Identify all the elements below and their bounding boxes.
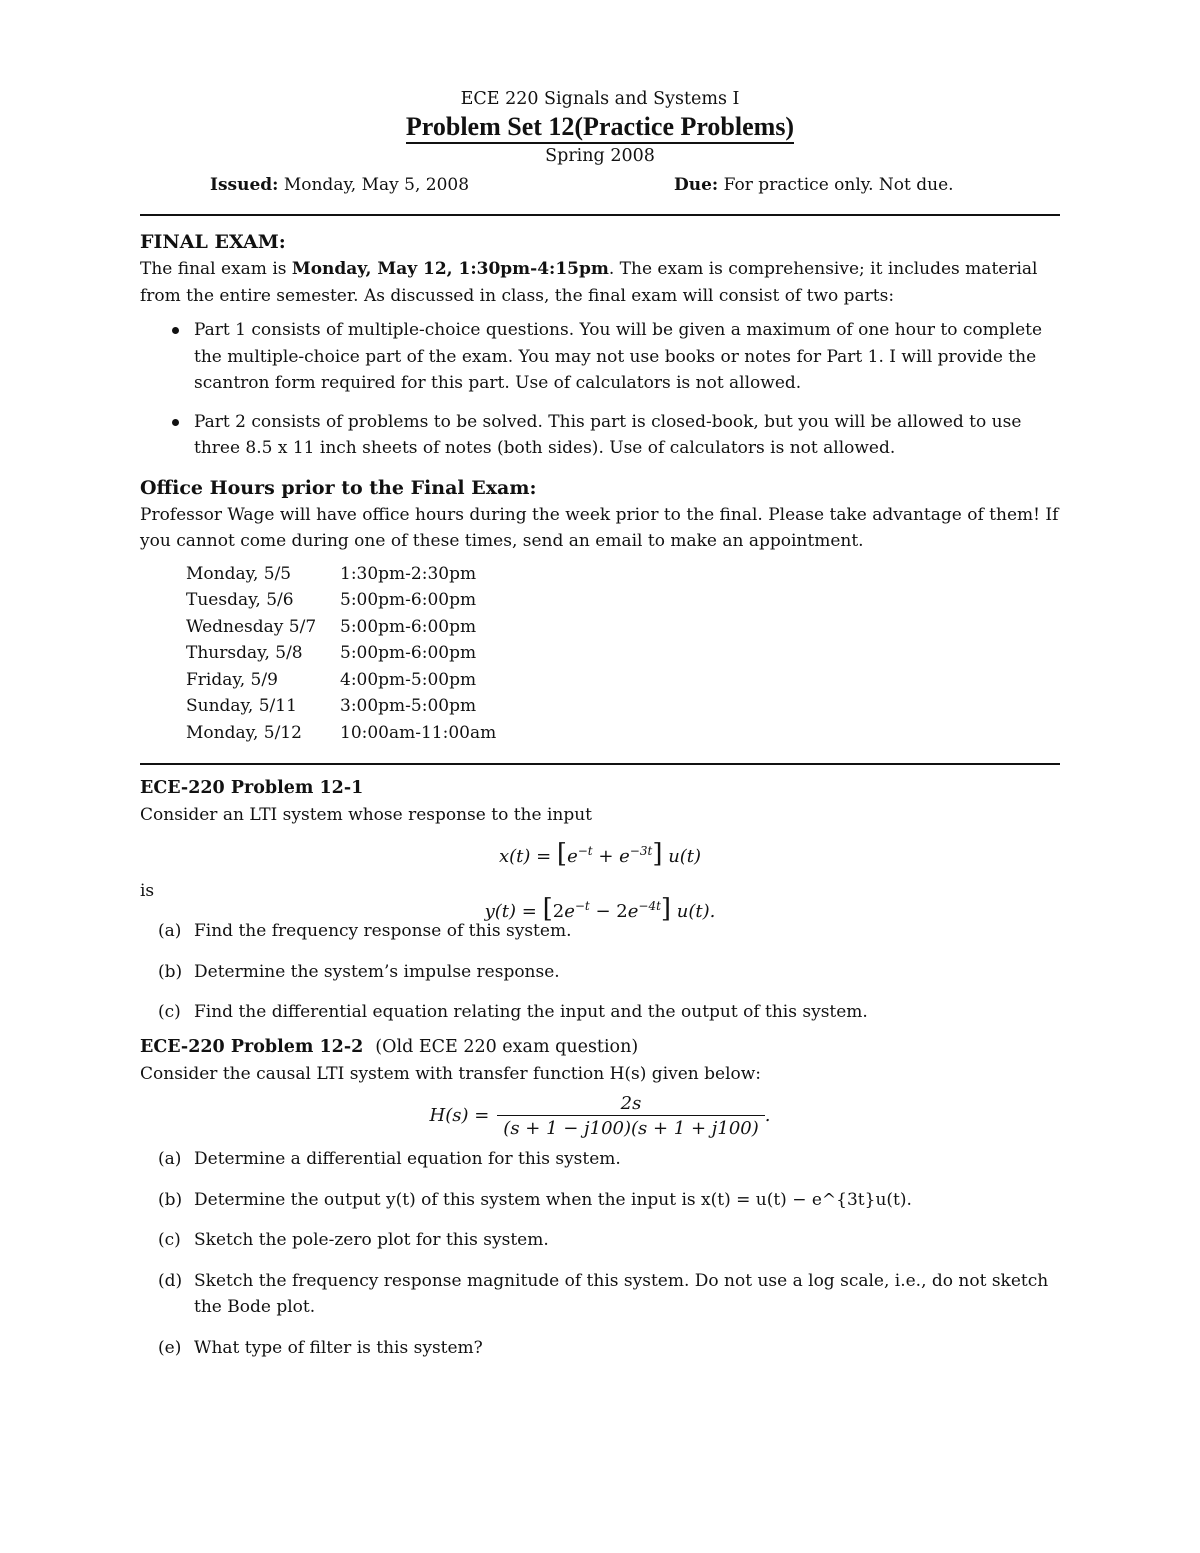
part-mark: (a) — [158, 921, 182, 942]
table-row — [186, 614, 496, 641]
list-item: Part 2 consists of problems to be solved. This part is closed-book, but you will be allowed to use three 8.5 x 11 inch sheets of notes (both sides). Use of calculators is not allowed. — [140, 409, 1060, 462]
day-cell: Monday, 5/5 — [186, 563, 292, 584]
problem-1-title: ECE-220 Problem 12-1 — [140, 777, 364, 798]
part-mark: (c) — [158, 1230, 181, 1251]
divider — [140, 214, 1060, 216]
problem-2-title-text: ECE-220 Problem 12-2 — [140, 1036, 364, 1057]
part-text: What type of filter is this system? — [194, 1337, 483, 1358]
part-text: Sketch the frequency response magnitude of this system. Do not use a log scale, i.e., do not sketch the Bode plot. — [194, 1270, 1049, 1318]
list-item — [140, 1227, 1060, 1254]
dates-row — [140, 172, 1060, 200]
day-cell: Thursday, 5/8 — [186, 643, 303, 664]
list-item — [140, 1335, 1060, 1362]
problem-1-intro: Consider an LTI system whose response to the input — [140, 804, 592, 825]
list-item — [140, 959, 1060, 986]
due-date — [674, 172, 954, 200]
table-row — [186, 667, 496, 694]
part-text: Find the frequency response of this system. — [194, 921, 572, 942]
document-title-text: Problem Set 12(Practice Problems) — [406, 112, 794, 144]
input-equation: $x(t) = [e^{-t} + e^{-3t}]$ u(t) — [498, 839, 702, 870]
numerator: 2s — [620, 1093, 642, 1115]
list-item — [140, 1187, 1060, 1214]
table-row — [186, 720, 496, 747]
day-cell: Monday, 5/12 — [186, 723, 302, 744]
due-value: For practice only. Not due. — [718, 175, 954, 195]
problem-1-parts — [140, 918, 1060, 1026]
time-cell: 1:30pm-2:30pm — [340, 563, 477, 584]
exam-parts-list — [140, 317, 1060, 462]
table-row — [186, 693, 496, 720]
part-text: Find the differential equation relating the input and the output of this system. — [194, 1002, 868, 1023]
transfer-function-lhs: H(s) = — [429, 1105, 490, 1127]
office-hours-intro: Professor Wage will have office hours during the week prior to the final. Please take advantage of them! If you cannot come during one of these times, send an email to make an appointment. — [140, 504, 1059, 551]
part-mark: (b) — [158, 1189, 183, 1210]
part-mark: (e) — [158, 1337, 182, 1358]
table-row — [186, 561, 496, 588]
problem-2-intro: Consider the causal LTI system with transfer function H(s) given below: — [140, 1063, 762, 1084]
problem-2-parts — [140, 1146, 1060, 1361]
exam-datetime: Monday, May 12, 1:30pm-4:15pm — [291, 259, 609, 279]
fraction — [497, 1093, 764, 1140]
time-cell: 5:00pm-6:00pm — [340, 590, 477, 611]
day-cell: Friday, 5/9 — [186, 669, 278, 690]
list-item: Part 1 consists of multiple-choice questions. You will be given a maximum of one hour to complete the multiple-choice part of the exam. You may not use books or notes for Part 1. I will provide the scantron form required for this part. Use of calculators is not allowed. — [140, 317, 1060, 397]
office-hours-heading: Office Hours prior to the Final Exam: — [140, 476, 537, 499]
denominator: (s + 1 − j100)(s + 1 + j100) — [497, 1115, 764, 1140]
problem-2-title — [140, 1034, 1060, 1061]
part-mark: (a) — [158, 1149, 182, 1170]
term: Spring 2008 — [545, 146, 655, 166]
due-label: Due: — [674, 175, 719, 195]
output-equation: $y(t) = [2e^{-t} - 2e^{-4t}]$ u(t). — [484, 894, 716, 925]
day-cell: Wednesday 5/7 — [186, 616, 317, 637]
time-cell: 5:00pm-6:00pm — [340, 643, 477, 664]
final-exam-intro — [140, 256, 1060, 309]
part-text: Determine a differential equation for this system. — [194, 1149, 621, 1170]
issued-date — [210, 172, 674, 200]
list-item — [140, 999, 1060, 1026]
time-cell: 4:00pm-5:00pm — [340, 669, 477, 690]
list-item — [140, 1146, 1060, 1173]
transfer-function-equation — [140, 1093, 1060, 1140]
part-mark: (b) — [158, 961, 183, 982]
day-cell: Tuesday, 5/6 — [186, 590, 294, 611]
document-content — [140, 86, 1060, 1375]
time-cell: 10:00am-11:00am — [340, 723, 497, 744]
intro-text-2: . The exam is comprehensive; it includes material from the entire semester. As discussed in class, the final exam will consist of two parts: — [140, 259, 1038, 306]
document-title — [140, 112, 1060, 142]
table-row — [186, 640, 496, 667]
time-cell: 5:00pm-6:00pm — [340, 616, 477, 637]
list-item — [140, 918, 1060, 945]
list-item — [140, 1268, 1060, 1321]
issued-value: Monday, May 5, 2008 — [278, 175, 470, 195]
final-exam-heading: FINAL EXAM: — [140, 231, 286, 253]
time-cell: 3:00pm-5:00pm — [340, 696, 477, 717]
problem-2-note: (Old ECE 220 exam question) — [375, 1036, 639, 1057]
day-cell: Sunday, 5/11 — [186, 696, 297, 717]
part-text: Sketch the pole-zero plot for this system. — [194, 1230, 549, 1251]
part-mark: (c) — [158, 1002, 181, 1023]
table-row — [186, 587, 496, 614]
office-hours-table — [186, 561, 496, 747]
part-text: Determine the output y(t) of this system when the input is x(t) = u(t) − e^{3t}u(t). — [194, 1189, 912, 1210]
divider — [140, 763, 1060, 765]
part-mark: (d) — [158, 1270, 183, 1291]
course-name: ECE 220 Signals and Systems I — [460, 89, 740, 109]
part-text: Determine the system’s impulse response. — [194, 961, 560, 982]
intro-text-1: The final exam is — [140, 259, 292, 279]
is-row: is $y(t) = [2e^{-t} - 2e^{-4t}]$ u(t). — [140, 874, 1060, 908]
issued-label: Issued: — [210, 175, 279, 195]
equation-period: . — [764, 1105, 771, 1127]
